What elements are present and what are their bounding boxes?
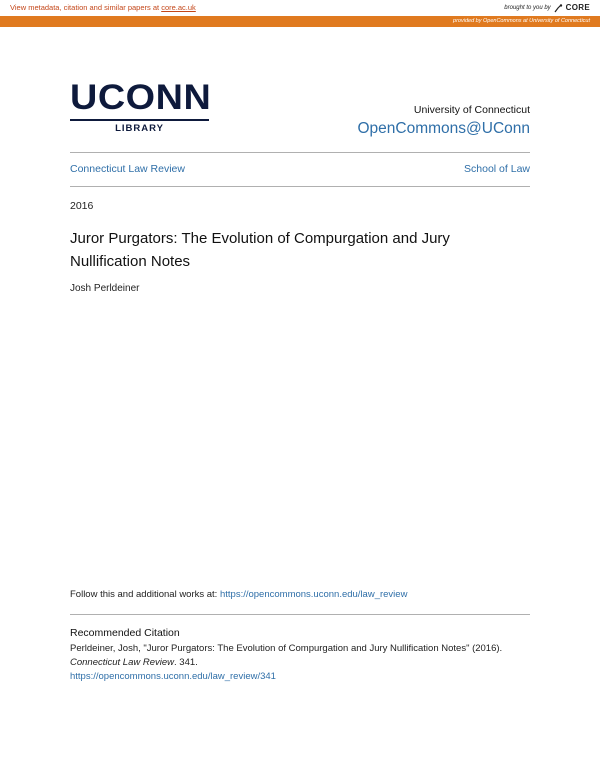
- core-brought: [504, 0, 590, 16]
- core-logo-icon: [554, 4, 563, 13]
- core-banner: [0, 0, 600, 16]
- citation-journal-line: [70, 656, 540, 670]
- divider-bottom: [70, 614, 530, 615]
- divider-top: [70, 152, 530, 153]
- citation-heading: Recommended Citation: [70, 627, 180, 639]
- paper-author: Josh Perldeiner: [70, 283, 140, 294]
- paper-year: 2016: [70, 200, 94, 212]
- citation-pages: . 341.: [174, 657, 198, 668]
- provided-bar: [0, 16, 600, 27]
- citation-url-link[interactable]: https://opencommons.uconn.edu/law_review/341: [70, 671, 276, 682]
- uconn-library-logo: [70, 78, 212, 134]
- university-name: University of Connecticut: [413, 104, 530, 116]
- logo-rule: [70, 119, 209, 121]
- follow-line: [70, 589, 407, 600]
- collection-link[interactable]: Connecticut Law Review: [70, 163, 185, 175]
- citation-line: Perldeiner, Josh, "Juror Purgators: The Evolution of Compurgation and Jury Nullification Notes" (2016).: [70, 643, 503, 654]
- repository-link[interactable]: OpenCommons@UConn: [357, 120, 530, 137]
- follow-url-link[interactable]: https://opencommons.uconn.edu/law_review: [219, 589, 408, 600]
- core-metadata-label: View metadata, citation and similar papers at: [10, 3, 162, 12]
- core-label[interactable]: CORE: [565, 3, 590, 12]
- divider-mid: [70, 186, 530, 187]
- citation-body: [70, 642, 540, 684]
- core-link[interactable]: core.ac.uk: [161, 3, 196, 12]
- logo-wordmark: UCONN: [70, 78, 212, 117]
- core-metadata-text: [10, 0, 196, 16]
- paper-title: Juror Purgators: The Evolution of Compurgation and Jury Nullification Notes: [70, 230, 450, 270]
- logo-sub: LIBRARY: [115, 123, 164, 134]
- follow-text: Follow this and additional works at:: [70, 589, 220, 600]
- institution-block: [357, 104, 530, 138]
- citation-journal: Connecticut Law Review: [70, 657, 175, 668]
- school-link[interactable]: School of Law: [464, 163, 530, 175]
- brought-text: brought to you by: [504, 5, 551, 11]
- provided-text: provided by OpenCommons at University of Connecticut: [453, 18, 590, 24]
